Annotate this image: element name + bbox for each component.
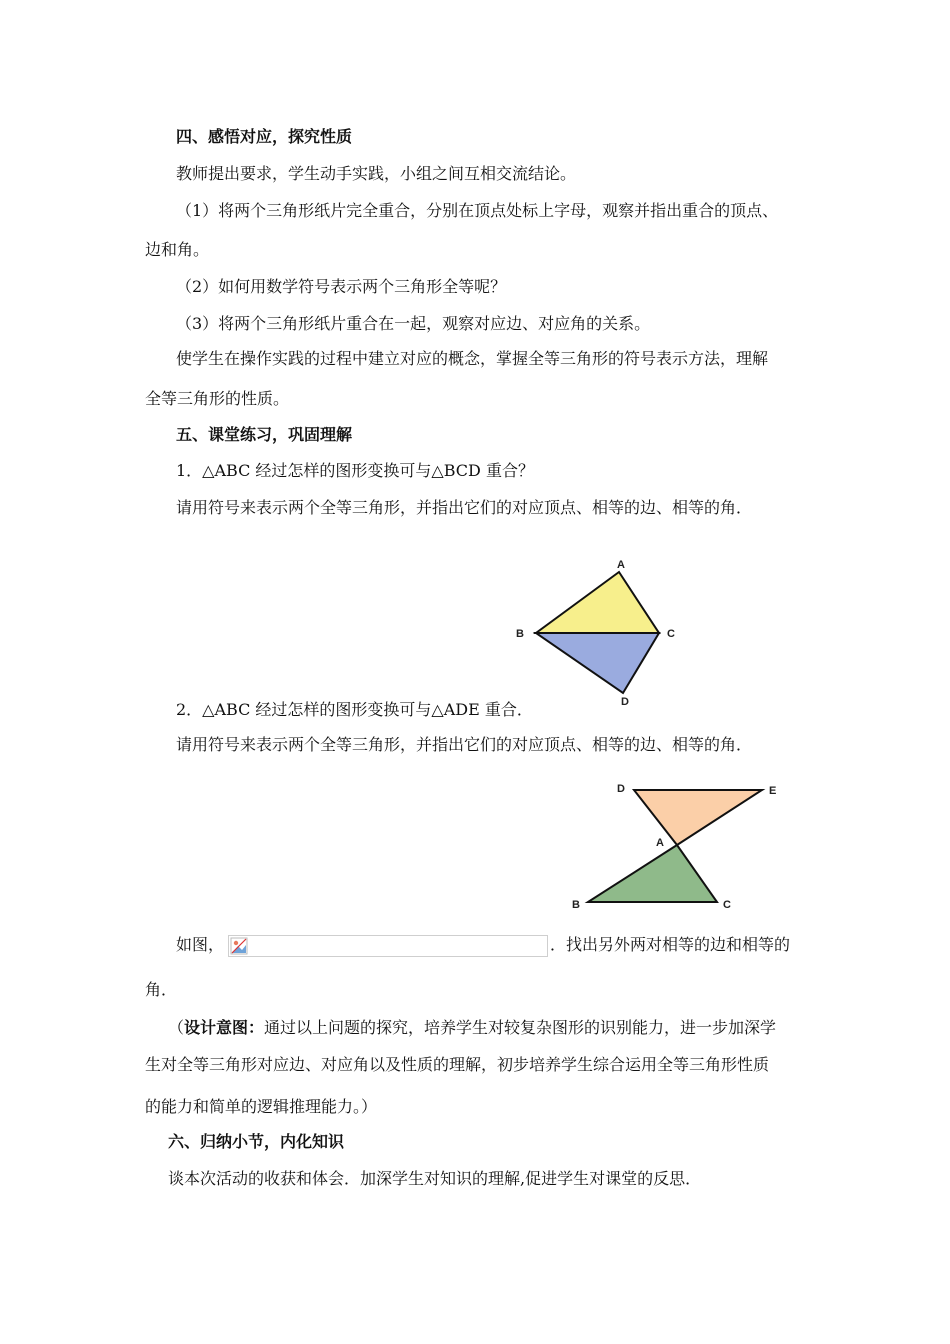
question-3-text: ．找出另外两对相等的边和相等的 — [550, 935, 791, 954]
broken-image-placeholder — [228, 935, 548, 957]
label-b: B — [516, 628, 524, 640]
design-intent-line-3: 的能力和简单的逻辑推理能力。） — [145, 1097, 378, 1116]
label-d: D — [621, 696, 629, 708]
question-3-lead: 如图， — [176, 935, 225, 954]
question-2: 2．△ABC 经过怎样的图形变换可与△ADE 重合． — [176, 700, 533, 719]
label-b: B — [572, 899, 580, 911]
paragraph: 谈本次活动的收获和体会．加深学生对知识的理解,促进学生对课堂的反思． — [168, 1169, 702, 1188]
paragraph: 全等三角形的性质。 — [145, 389, 290, 408]
triangle-abc-2 — [588, 845, 717, 902]
design-intent-text: 通过以上问题的探究，培养学生对较复杂图形的识别能力，进一步加深学 — [264, 1018, 777, 1037]
triangle-bcd — [536, 633, 659, 693]
triangle-abc — [536, 572, 659, 633]
question-1-instruction: 请用符号来表示两个全等三角形，并指出它们的对应顶点、相等的边、相等的角． — [176, 498, 753, 517]
question-1: 1．△ABC 经过怎样的图形变换可与△BCD 重合？ — [176, 461, 534, 480]
paragraph: 边和角。 — [145, 240, 210, 259]
design-intent-line-2: 生对全等三角形对应边、对应角以及性质的理解，初步培养学生综合运用全等三角形性质 — [145, 1055, 770, 1074]
label-a: A — [656, 837, 664, 849]
question-2-instruction: 请用符号来表示两个全等三角形，并指出它们的对应顶点、相等的边、相等的角． — [176, 735, 753, 754]
label-d: D — [617, 783, 625, 795]
paragraph: （3）将两个三角形纸片重合在一起，观察对应边、对应角的关系。 — [176, 314, 651, 333]
label-c: C — [667, 628, 675, 640]
question-3-tail: 角． — [145, 980, 178, 999]
paragraph: （2）如何用数学符号表示两个三角形全等呢？ — [176, 277, 507, 296]
paragraph: 教师提出要求，学生动手实践，小组之间互相交流结论。 — [176, 164, 577, 183]
section-4-title: 四、感悟对应，探究性质 — [176, 127, 353, 146]
section-6-title: 六、归纳小节，内化知识 — [168, 1132, 345, 1151]
open-paren: （ — [168, 1018, 185, 1037]
paragraph: 使学生在操作实践的过程中建立对应的概念，掌握全等三角形的符号表示方法，理解 — [176, 349, 769, 368]
label-c: C — [723, 899, 731, 911]
section-5-title: 五、课堂练习，巩固理解 — [176, 425, 353, 444]
triangle-ade — [634, 790, 762, 845]
broken-image-icon — [230, 937, 248, 955]
design-intent-label: 设计意图： — [184, 1018, 265, 1037]
paragraph: （1）将两个三角形纸片完全重合，分别在顶点处标上字母，观察并指出重合的顶点、 — [176, 201, 779, 220]
label-e: E — [769, 785, 777, 797]
design-intent-line-1 — [168, 1018, 776, 1038]
label-a: A — [617, 559, 625, 571]
